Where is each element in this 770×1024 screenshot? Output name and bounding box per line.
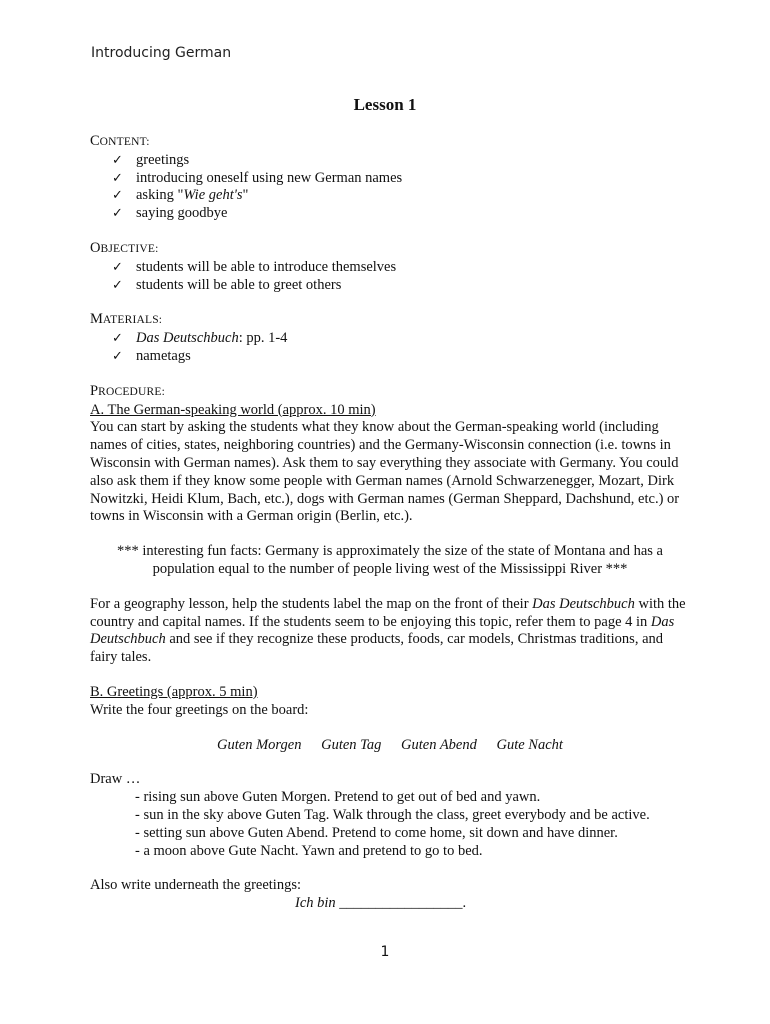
list-item: ✓ introducing oneself using new German names	[112, 169, 403, 186]
ich-bin-line: Ich bin _________________.	[295, 895, 467, 912]
draw-list	[90, 789, 690, 860]
checkmark-icon: ✓	[112, 348, 123, 364]
lesson-title: Lesson 1	[353, 95, 417, 114]
greeting: Guten Tag	[321, 736, 382, 753]
fun-fact-line: population equal to the number of people living west of the Mississippi River ***	[152, 560, 628, 577]
procedure-heading: PROCEDURE:	[90, 382, 166, 399]
draw-label: Draw …	[90, 771, 141, 788]
section-b-intro: Write the four greetings on the board:	[90, 701, 309, 718]
section-a-paragraph: You can start by asking the students what they know about the German-speaking world (including names of cities, states, neighboring countries) and the Germany-Wisconsin connection (i.e. towns in Wisconsin with German names). Ask them to say everything they associate with Germany. You could also ask them if they know some people with German names (Arnold Schwarzenegger, Mozart, Dirk Nowitzki, Heidi Klum, Bach, etc.), dogs with German names (German Sheppard, Dachshund, etc.) or towns in Wisconsin with a German origin (Berlin, etc.).	[90, 419, 680, 525]
checkmark-icon: ✓	[112, 277, 123, 293]
lesson-body	[90, 133, 690, 913]
greeting: Gute Nacht	[496, 736, 563, 753]
list-item: ✓ saying goodbye	[112, 205, 228, 222]
geography-paragraph: For a geography lesson, help the students label the map on the front of their Das Deutschbuch with the country and capital names. If the students seem to be enjoying this topic, refer them to page 4 in Das Deutschbuch and see if they recognize these products, foods, car models, Christmas traditions, and fairy tales.	[90, 595, 686, 666]
objective-list	[90, 259, 690, 295]
page-number: 1	[380, 944, 390, 960]
fun-fact	[90, 543, 690, 579]
checkmark-icon: ✓	[112, 206, 123, 222]
list-item: - setting sun above Guten Abend. Pretend to come home, sit down and have dinner.	[135, 824, 618, 841]
list-item: ✓ nametags	[112, 347, 191, 364]
list-item: ✓ Das Deutschbuch: pp. 1-4	[112, 330, 288, 347]
greetings-row	[90, 737, 690, 755]
section-a-title: A. The German-speaking world (approx. 10 min)	[90, 401, 376, 418]
running-header: Introducing German	[91, 45, 232, 61]
list-item: ✓ students will be able to introduce themselves	[112, 258, 397, 275]
checkmark-icon: ✓	[112, 331, 123, 347]
list-item: - sun in the sky above Guten Tag. Walk through the class, greet everybody and be active.	[135, 806, 650, 823]
greeting: Guten Abend	[401, 736, 477, 753]
list-item: - a moon above Gute Nacht. Yawn and pretend to go to bed.	[135, 842, 483, 859]
greeting: Guten Morgen	[217, 736, 302, 753]
content-heading: CONTENT:	[90, 133, 150, 149]
list-item: ✓ asking "Wie geht's"	[112, 187, 249, 204]
checkmark-icon: ✓	[112, 152, 123, 168]
section-b-title: B. Greetings (approx. 5 min)	[90, 683, 258, 700]
checkmark-icon: ✓	[112, 170, 123, 186]
fun-fact-line: *** interesting fun facts: Germany is approximately the size of the state of Montana and has a	[116, 543, 663, 560]
objective-heading: OBJECTIVE:	[90, 239, 159, 256]
checkmark-icon: ✓	[112, 259, 123, 275]
materials-heading: MATERIALS:	[90, 311, 163, 328]
list-item: ✓ greetings	[112, 151, 190, 168]
also-write-text: Also write underneath the greetings:	[90, 877, 301, 894]
materials-list	[90, 330, 690, 366]
checkmark-icon: ✓	[112, 188, 123, 204]
list-item: ✓ students will be able to greet others	[112, 276, 342, 293]
list-item: - rising sun above Guten Morgen. Pretend to get out of bed and yawn.	[135, 789, 541, 806]
content-list	[90, 152, 690, 223]
